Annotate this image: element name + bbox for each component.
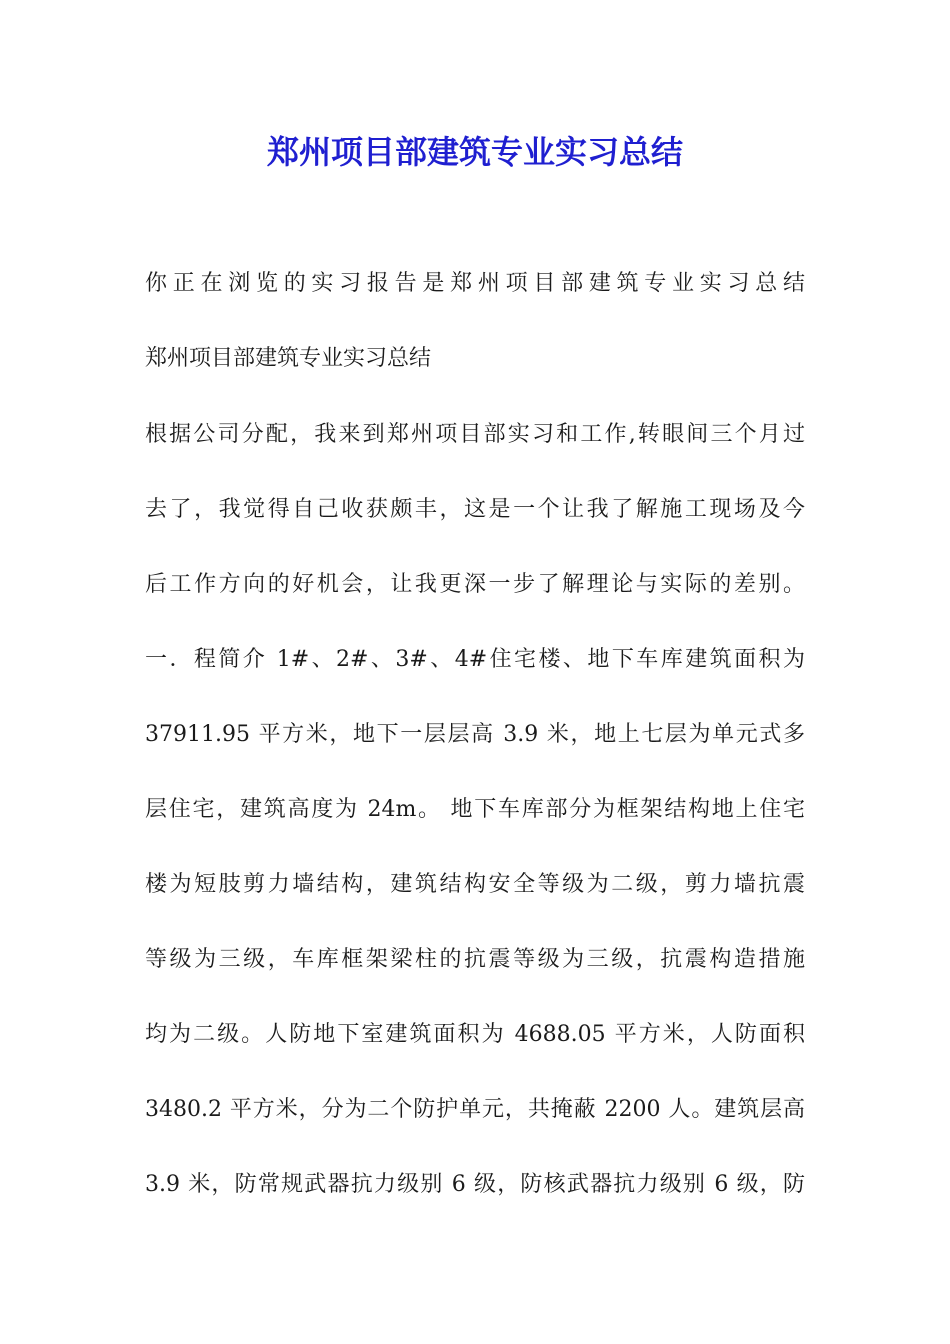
text-line-3: 根据公司分配，我来到郑州项目部实习和工作,转眼间三个月过 [145,422,805,447]
text-line-5: 后工作方向的好机会，让我更深一步了解理论与实际的差别。 [145,572,805,597]
text-line-13: 3.9 米，防常规武器抗力级别 6 级，防核武器抗力级别 6 级，防 [145,1172,805,1197]
text-line-1: 你正在浏览的实习报告是郑州项目部建筑专业实习总结 [145,271,805,296]
text-line-10: 等级为三级，车库框架梁柱的抗震等级为三级，抗震构造措施 [145,947,805,972]
text-line-12: 3480.2 平方米，分为二个防护单元，共掩蔽 2200 人。建筑层高 [145,1097,805,1122]
text-line-7: 37911.95 平方米，地下一层层高 3.9 米，地上七层为单元式多 [145,722,805,747]
text-line-8: 层住宅，建筑高度为 24m。 地下车库部分为框架结构地上住宅 [145,797,805,822]
text-line-6: 一．程简介 1#、2#、3#、4#住宅楼、地下车库建筑面积为 [145,647,805,672]
text-line-4: 去了，我觉得自己收获颇丰，这是一个让我了解施工现场及今 [145,497,805,522]
text-line-2: 郑州项目部建筑专业实习总结 [145,346,432,371]
text-line-9: 楼为短肢剪力墙结构，建筑结构安全等级为二级，剪力墙抗震 [145,872,805,897]
text-line-11: 均为二级。人防地下室建筑面积为 4688.05 平方米，人防面积 [145,1022,805,1047]
document-title: 郑州项目部建筑专业实习总结 [266,133,683,171]
